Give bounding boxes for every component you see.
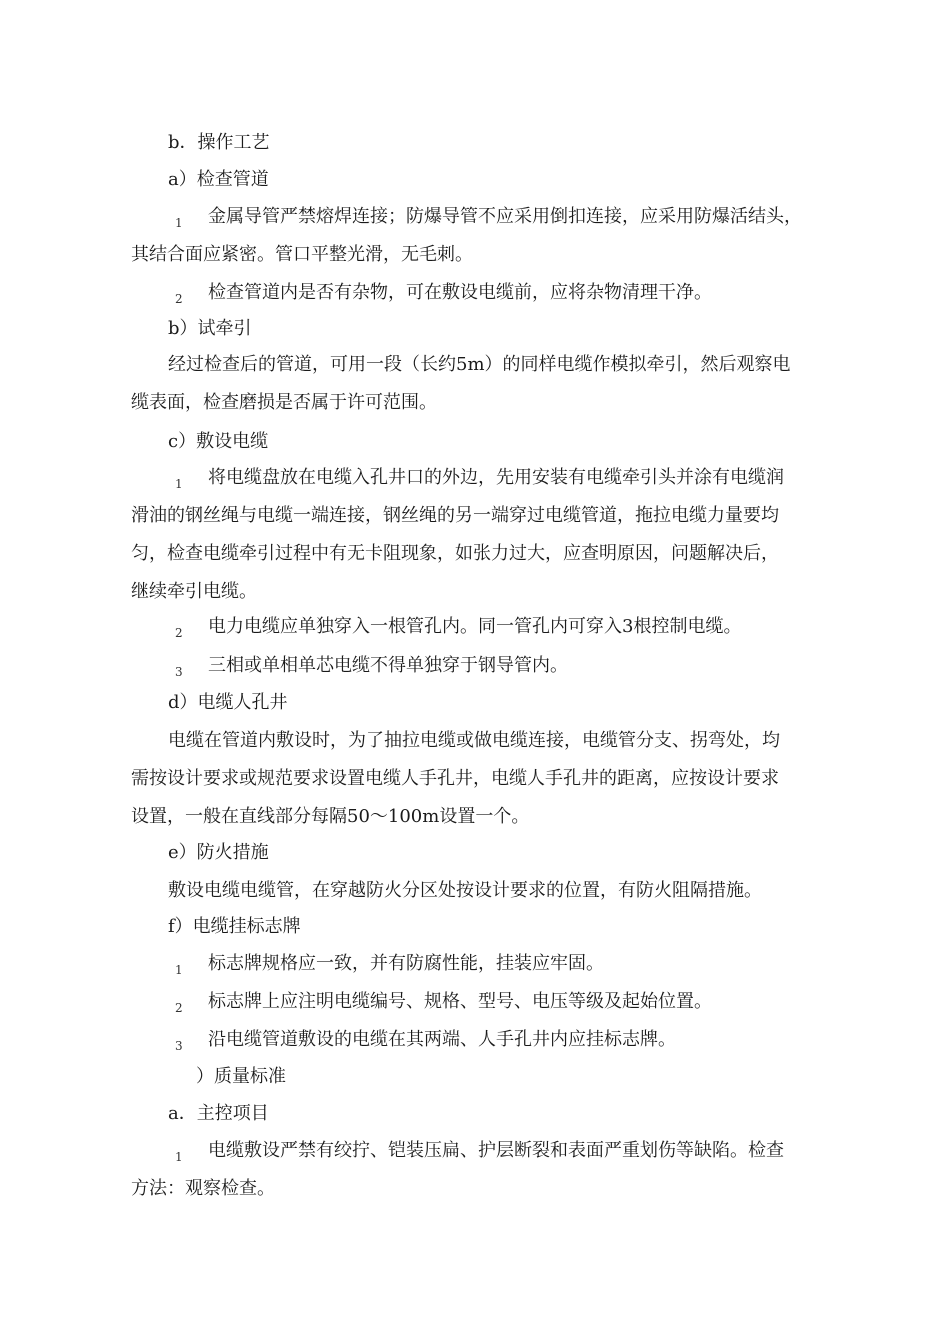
list-number: 3 <box>175 665 183 679</box>
paragraph-text: 检查管道内是否有杂物，可在敷设电缆前，应将杂物清理干净。 <box>208 282 712 303</box>
list-number: 1 <box>175 477 183 491</box>
paragraph-text: 电缆在管道内敷设时，为了抽拉电缆或做电缆连接，电缆管分支、拐弯处，均 <box>168 730 780 751</box>
paragraph-text: 沿电缆管道敷设的电缆在其两端、人手孔井内应挂标志牌。 <box>208 1029 676 1050</box>
paragraph-text: 设置，一般在直线部分每隔50～100m设置一个。 <box>131 806 530 827</box>
paragraph-text: 电缆敷设严禁有绞拧、铠装压扁、护层断裂和表面严重划伤等缺陷。检查 <box>208 1140 784 1161</box>
paragraph-text: b．操作工艺 <box>168 132 270 153</box>
paragraph-text: ）质量标准 <box>196 1066 286 1087</box>
paragraph-text: 三相或单相单芯电缆不得单独穿于钢导管内。 <box>208 655 568 676</box>
paragraph-text: e）防火措施 <box>168 842 269 863</box>
list-number: 1 <box>175 963 183 977</box>
list-number: 2 <box>175 292 183 306</box>
paragraph-text: d）电缆人孔井 <box>168 692 288 713</box>
paragraph-text: 敷设电缆电缆管，在穿越防火分区处按设计要求的位置，有防火阻隔措施。 <box>168 880 762 901</box>
paragraph-text: 匀，检查电缆牵引过程中有无卡阻现象，如张力过大，应查明原因，问题解决后， <box>131 543 779 564</box>
paragraph-text: 经过检查后的管道，可用一段（长约5m）的同样电缆作模拟牵引，然后观察电 <box>168 354 791 375</box>
paragraph-text: 滑油的钢丝绳与电缆一端连接，钢丝绳的另一端穿过电缆管道，拖拉电缆力量要均 <box>131 505 779 526</box>
list-number: 2 <box>175 1001 183 1015</box>
paragraph-text: 继续牵引电缆。 <box>131 581 257 602</box>
paragraph-text: a）检查管道 <box>168 169 269 190</box>
paragraph-text: b）试牵引 <box>168 318 252 339</box>
paragraph-text: 方法：观察检查。 <box>131 1178 275 1199</box>
paragraph-text: 标志牌上应注明电缆编号、规格、型号、电压等级及起始位置。 <box>208 991 712 1012</box>
paragraph-text: f）电缆挂标志牌 <box>168 916 301 937</box>
paragraph-text: c）敷设电缆 <box>168 431 269 452</box>
paragraph-text: 将电缆盘放在电缆入孔井口的外边，先用安装有电缆牵引头并涂有电缆润 <box>208 467 784 488</box>
list-number: 1 <box>175 216 183 230</box>
paragraph-text: 金属导管严禁熔焊连接；防爆导管不应采用倒扣连接，应采用防爆活结头， <box>208 206 802 227</box>
paragraph-text: 标志牌规格应一致，并有防腐性能，挂装应牢固。 <box>208 953 604 974</box>
paragraph-text: 电力电缆应单独穿入一根管孔内。同一管孔内可穿入3根控制电缆。 <box>208 616 742 637</box>
list-number: 2 <box>175 626 183 640</box>
paragraph-text: 其结合面应紧密。管口平整光滑，无毛刺。 <box>131 244 473 265</box>
paragraph-text: a．主控项目 <box>168 1103 269 1124</box>
paragraph-text: 需按设计要求或规范要求设置电缆人手孔井，电缆人手孔井的距离，应按设计要求 <box>131 768 779 789</box>
list-number: 3 <box>175 1039 183 1053</box>
paragraph-text: 缆表面，检查磨损是否属于许可范围。 <box>131 392 437 413</box>
list-number: 1 <box>175 1150 183 1164</box>
